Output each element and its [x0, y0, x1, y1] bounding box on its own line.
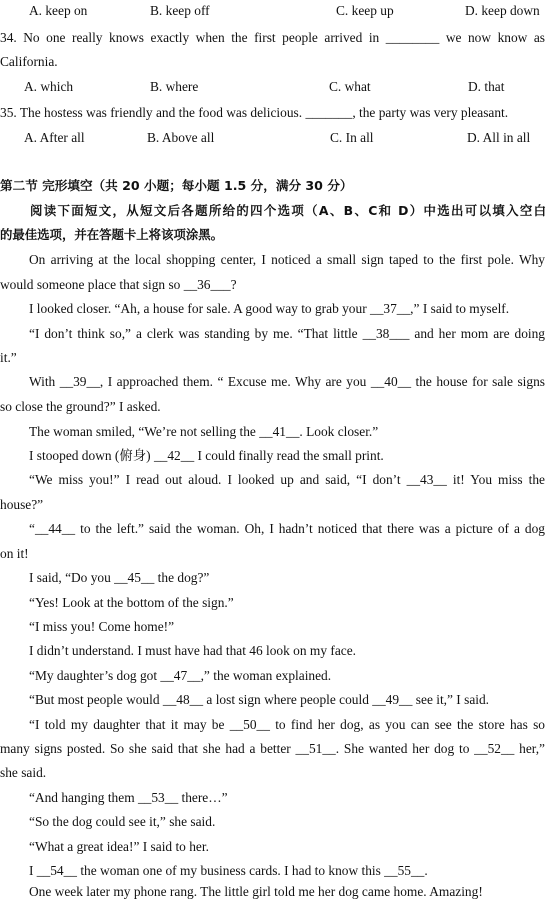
passage-line: The woman smiled, “We’re not selling the __41__. Look closer.”: [29, 424, 379, 439]
option-c: C. what: [329, 79, 371, 94]
option-a: A. keep on: [29, 3, 88, 18]
option-a: A. which: [24, 79, 74, 94]
option-a: A. After all: [24, 130, 85, 145]
passage-line: “I don’t think so,” a clerk was standing by me. “That little __38___ and her mom are doing: [29, 326, 545, 341]
option-d: D. keep down: [465, 3, 540, 18]
passage-line: “So the dog could see it,” she said.: [29, 814, 216, 829]
passage-line: “And hanging them __53__ there…”: [29, 790, 228, 805]
passage-line: “Yes! Look at the bottom of the sign.”: [29, 595, 234, 610]
passage-line: it.”: [0, 350, 17, 365]
passage-line: On arriving at the local shopping center, I noticed a small sign taped to the first pole. Why: [29, 252, 545, 267]
passage-line: “I told my daughter that it may be __50__ to find her dog, as you can see the store has so: [29, 717, 545, 732]
passage-line: would someone place that sign so __36___?: [0, 277, 237, 292]
option-b: B. where: [150, 79, 199, 94]
passage-line: I __54__ the woman one of my business cards. I had to know this __55__.: [29, 863, 428, 878]
option-d: D. that: [468, 79, 505, 94]
passage-line: One week later my phone rang. The little girl told me her dog came home. Amazing!: [29, 884, 483, 899]
passage-line: I said, “Do you __45__ the dog?”: [29, 570, 210, 585]
option-b: B. Above all: [147, 130, 215, 145]
q34-stem: 34. No one really knows exactly when the first people arrived in ________ we now know as: [0, 30, 545, 45]
q34-stem-cont: California.: [0, 54, 58, 69]
section-instruction-cont: 的最佳选项，并在答题卡上将该项涂黑。: [0, 227, 224, 242]
passage-line: “We miss you!” I read out aloud. I looked up and said, “I don’t __43__ it! You miss the: [29, 472, 545, 487]
passage-line: I didn’t understand. I must have had that 46 look on my face.: [29, 643, 357, 658]
passage-line: I stooped down (俯身) __42__ I could finally read the small print.: [29, 448, 384, 463]
option-d: D. All in all: [467, 130, 531, 145]
option-b: B. keep off: [150, 3, 210, 18]
passage-line: “But most people would __48__ a lost sign where people could __49__ see it,” I said.: [29, 692, 490, 707]
passage-line: on it!: [0, 546, 29, 561]
passage-line: “__44__ to the left.” said the woman. Oh, I hadn’t noticed that there was a picture of a dog: [29, 521, 545, 536]
passage-line: I looked closer. “Ah, a house for sale. A good way to grab your __37__,” I said to myself.: [29, 301, 510, 316]
option-c: C. In all: [330, 130, 374, 145]
option-c: C. keep up: [336, 3, 394, 18]
passage-line: “What a great idea!” I said to her.: [29, 839, 209, 854]
passage-line: With __39__, I approached them. “ Excuse me. Why are you __40__ the house for sale signs: [29, 374, 545, 389]
passage-line: so close the ground?” I asked.: [0, 399, 161, 414]
passage-line: “My daughter’s dog got __47__,” the woman explained.: [29, 668, 332, 683]
passage-line: “I miss you! Come home!”: [29, 619, 175, 634]
passage-line: she said.: [0, 765, 47, 780]
section-instruction: 阅读下面短文，从短文后各题所给的四个选项（A、B、C和 D）中选出可以填入空白: [30, 203, 546, 218]
q35-stem: 35. The hostess was friendly and the food was delicious. _______, the party was very pleasant.: [0, 105, 509, 120]
section-title: 第二节 完形填空（共 20 小题；每小题 1.5 分，满分 30 分）: [0, 178, 353, 193]
passage-line: house?”: [0, 497, 44, 512]
passage-line: many signs posted. So she said that she had a better __51__. She wanted her dog to __52__ her,”: [0, 741, 545, 756]
